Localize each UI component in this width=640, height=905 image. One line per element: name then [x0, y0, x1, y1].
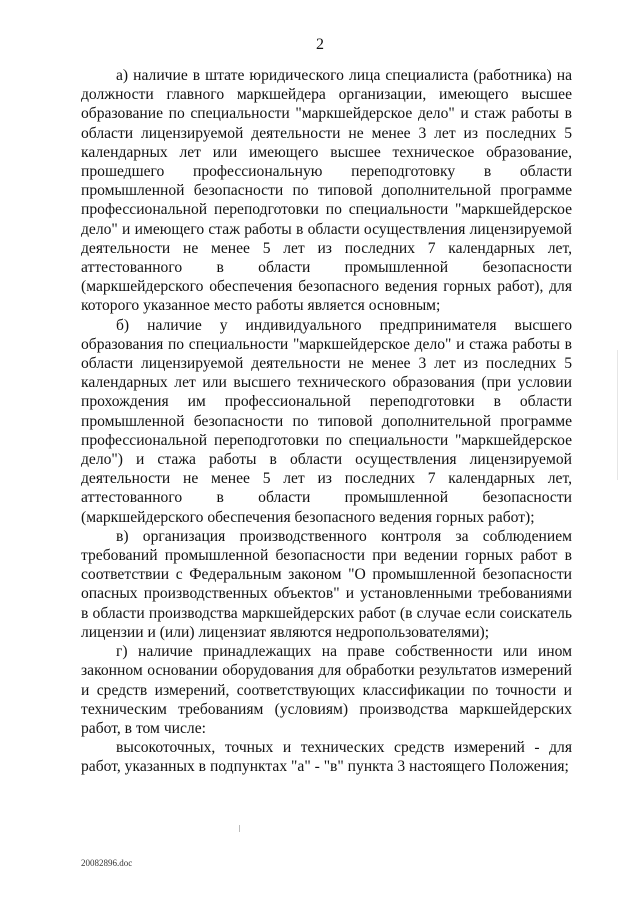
scan-artifact-dot: [239, 825, 240, 832]
paragraph-instruments: высокоточных, точных и технических средств измерений - для работ, указанных в подпунктах "а" - "в" пункта 3 настоящего Положения;: [81, 739, 572, 776]
scan-artifact-line: [617, 350, 618, 480]
file-reference: 20082896.doc: [81, 858, 133, 868]
paragraph-b: б) наличие у индивидуального предпринимателя высшего образования по специальности "маркшейдерское дело" и стажа работы в области лицензируемой деятельности не менее 3 лет из последних 5 календарных лет или высшего технического образования (при условии прохождения им профессиональной переподготовки в области промышленной безопасности по типовой дополнительной программе профессиональной переподготовки по специальности "маркшейдерское дело") и стажа работы в области осуществления лицензируемой деятельности не менее 5 лет из последних 7 календарных лет, аттестованного в области промышленной безопасности (маркшейдерского обеспечения безопасного ведения горных работ);: [81, 316, 572, 526]
paragraph-v: в) организация производственного контроля за соблюдением требований промышленной безопасности при ведении горных работ в соответствии с Федеральным законом "О промышленной безопасности опасных производственных объектов" и установленными требованиями в области производства маркшейдерских работ (в случае если соискатель лицензии и (или) лицензиат являются недропользователями);: [81, 527, 572, 641]
paragraph-g: г) наличие принадлежащих на праве собственности или ином законном основании оборудования для обработки результатов измерений и средств измерений, соответствующих классификации по точности и техническим требованиям (условиям) производства маркшейдерских работ, в том числе:: [81, 643, 572, 737]
document-body: [81, 66, 572, 777]
paragraph-a: а) наличие в штате юридического лица специалиста (работника) на должности главного маркшейдера организации, имеющего высшее образование по специальности "маркшейдерское дело" и стаж работы в области лицензируемой деятельности не менее 3 лет из последних 5 календарных лет или имеющего высшее техническое образование, прошедшего профессиональную переподготовку в области промышленной безопасности по типовой дополнительной программе профессиональной переподготовки по специальности "маркшейдерское дело" и имеющего стаж работы в области осуществления лицензируемой деятельности не менее 5 лет из последних 7 календарных лет, аттестованного в области промышленной безопасности (маркшейдерского обеспечения безопасного ведения горных работ), для которого указанное место работы является основным;: [81, 67, 572, 315]
page-number: 2: [316, 36, 324, 53]
